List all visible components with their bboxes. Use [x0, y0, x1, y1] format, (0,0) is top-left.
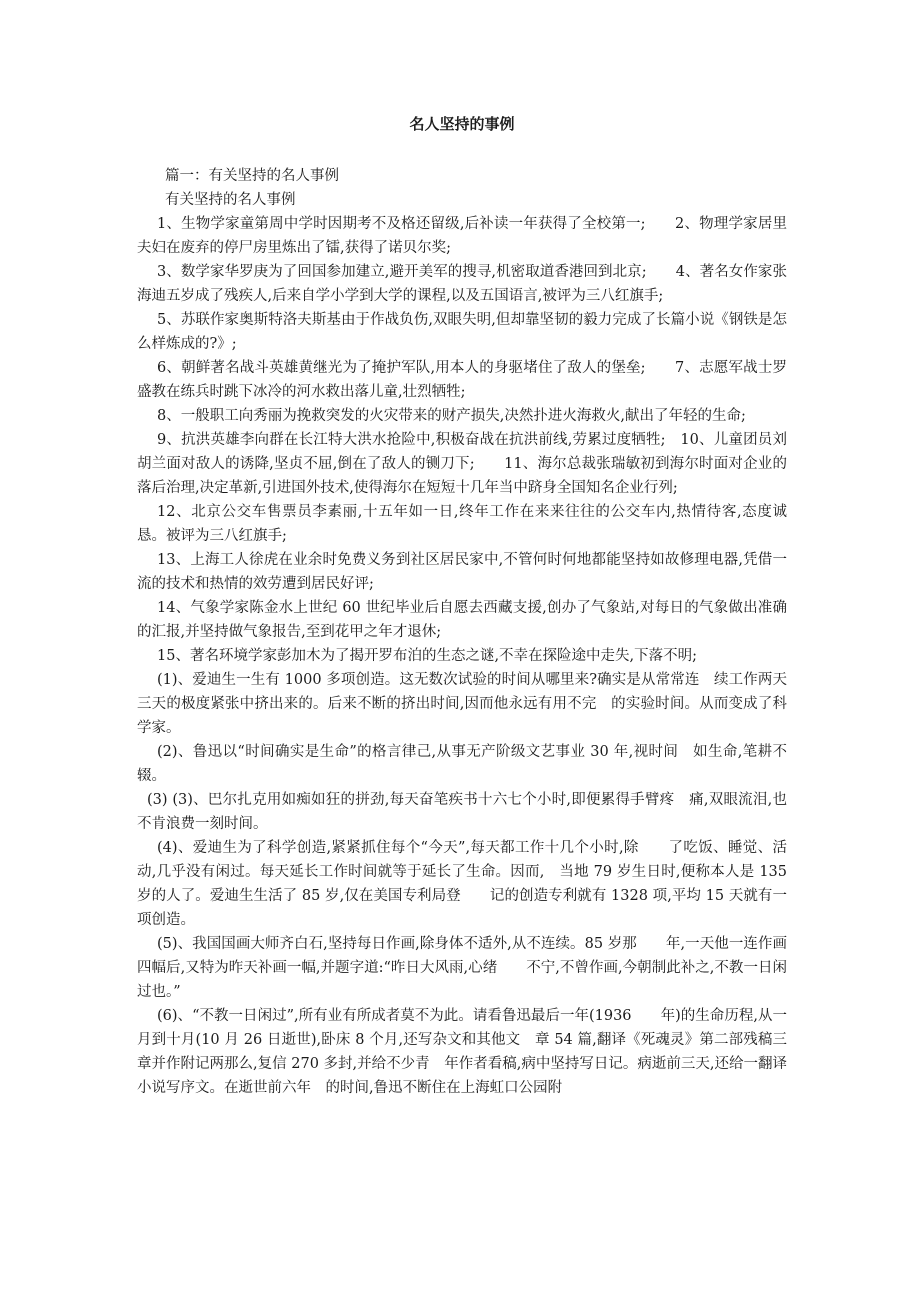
paragraph: 13、上海工人徐虎在业余时免费义务到社区居民家中,不管何时何地都能坚持如故修理电器,凭借一流的技术和热情的效劳遭到居民好评;	[137, 552, 787, 592]
paragraph: (4)、爱迪生为了科学创造,紧紧抓住每个“今天”,每天都工作十几个小时,除 了吃饭、睡觉、活动,几乎没有闲过。每天延长工作时间就等于延长了生命。因而, 当地 79 岁生日时,便称本人是 135 岁的人了。爱迪生生活了 85 岁,仅在美国专利局登 记的创造专利就有 1328 项,平均 15 天就有一项创造。	[137, 840, 787, 928]
paragraph: 5、苏联作家奥斯特洛夫斯基由于作战负伤,双眼失明,但却靠坚韧的毅力完成了长篇小说《钢铁是怎么样炼成的?》;	[137, 312, 787, 352]
paragraph: 有关坚持的名人事例	[165, 192, 296, 208]
paragraph: 1、生物学家童第周中学时因期考不及格还留级,后补读一年获得了全校第一; 2、物理学家居里夫妇在废弃的停尸房里炼出了镭,获得了诺贝尔奖;	[137, 216, 787, 256]
paragraph: 9、抗洪英雄李向群在长江特大洪水抢险中,积极奋战在抗洪前线,劳累过度牺牲; 10、儿童团员刘胡兰面对敌人的诱降,坚贞不屈,倒在了敌人的铡刀下; 11、海尔总裁张瑞敏初到海尔时面对企业的落后治理,决定革新,引进国外技术,使得海尔在短短十几年当中跻身全国知名企业行列;	[137, 432, 787, 496]
document-body	[137, 164, 787, 1100]
document-title: 名人坚持的事例	[409, 115, 515, 133]
paragraph: (2)、鲁迅以“时间确实是生命”的格言律己,从事无产阶级文艺事业 30 年,视时间 如生命,笔耕不辍。	[137, 744, 787, 784]
paragraph: 15、著名环境学家彭加木为了揭开罗布泊的生态之谜,不幸在探险途中走失,下落不明;	[157, 648, 698, 664]
paragraph: 12、北京公交车售票员李素丽,十五年如一日,终年工作在来来往往的公交车内,热情待客,态度诚恳。被评为三八红旗手;	[137, 504, 787, 544]
document-page	[137, 112, 787, 1100]
paragraph: (1)、爱迪生一生有 1000 多项创造。这无数次试验的时间从哪里来?确实是从常常连 续工作两天三天的极度紧张中挤出来的。后来不断的挤出时间,因而他永远有用不完 的实验时间。从而变成了科学家。	[137, 672, 787, 736]
paragraph: 3、数学家华罗庚为了回国参加建立,避开美军的搜寻,机密取道香港回到北京; 4、著名女作家张海迪五岁成了残疾人,后来自学小学到大学的课程,以及五国语言,被评为三八红旗手;	[137, 264, 787, 304]
paragraph: (6)、“不教一日闲过”,所有业有所成者莫不为此。请看鲁迅最后一年(1936 年)的生命历程,从一月到十月(10 月 26 日逝世),卧床 8 个月,还写杂文和其他文 章 54 篇,翻译《死魂灵》第二部残稿三章并作附记两那么,复信 270 多封,并给不少青 年作者看稿,病中坚持写日记。病逝前三天,还给一翻译小说写序文。在逝世前六年 的时间,鲁迅不断住在上海虹口公园附	[137, 1008, 787, 1096]
paragraph: 8、一般职工向秀丽为挽救突发的火灾带来的财产损失,决然扑进火海救火,献出了年轻的生命;	[157, 408, 746, 424]
paragraph: (5)、我国国画大师齐白石,坚持每日作画,除身体不适外,从不连续。85 岁那 年,一天他一连作画四幅后,又特为昨天补画一幅,并题字道:“昨日大风雨,心绪 不宁,不曾作画,今朝制此补之,不教一日闲过也。”	[137, 936, 787, 1000]
paragraph: 篇一：有关坚持的名人事例	[165, 168, 339, 184]
paragraph: 14、气象学家陈金水上世纪 60 世纪毕业后自愿去西藏支援,创办了气象站,对每日的气象做出准确的汇报,并坚持做气象报告,至到花甲之年才退休;	[137, 600, 787, 640]
paragraph: (3) (3)、巴尔扎克用如痴如狂的拼劲,每天奋笔疾书十六七个小时,即便累得手臂疼 痛,双眼流泪,也不肯浪费一刻时间。	[137, 792, 787, 832]
paragraph: 6、朝鲜著名战斗英雄黄继光为了掩护军队,用本人的身驱堵住了敌人的堡垒; 7、志愿军战士罗盛教在练兵时跳下冰冷的河水救出落儿童,壮烈牺牲;	[137, 360, 787, 400]
